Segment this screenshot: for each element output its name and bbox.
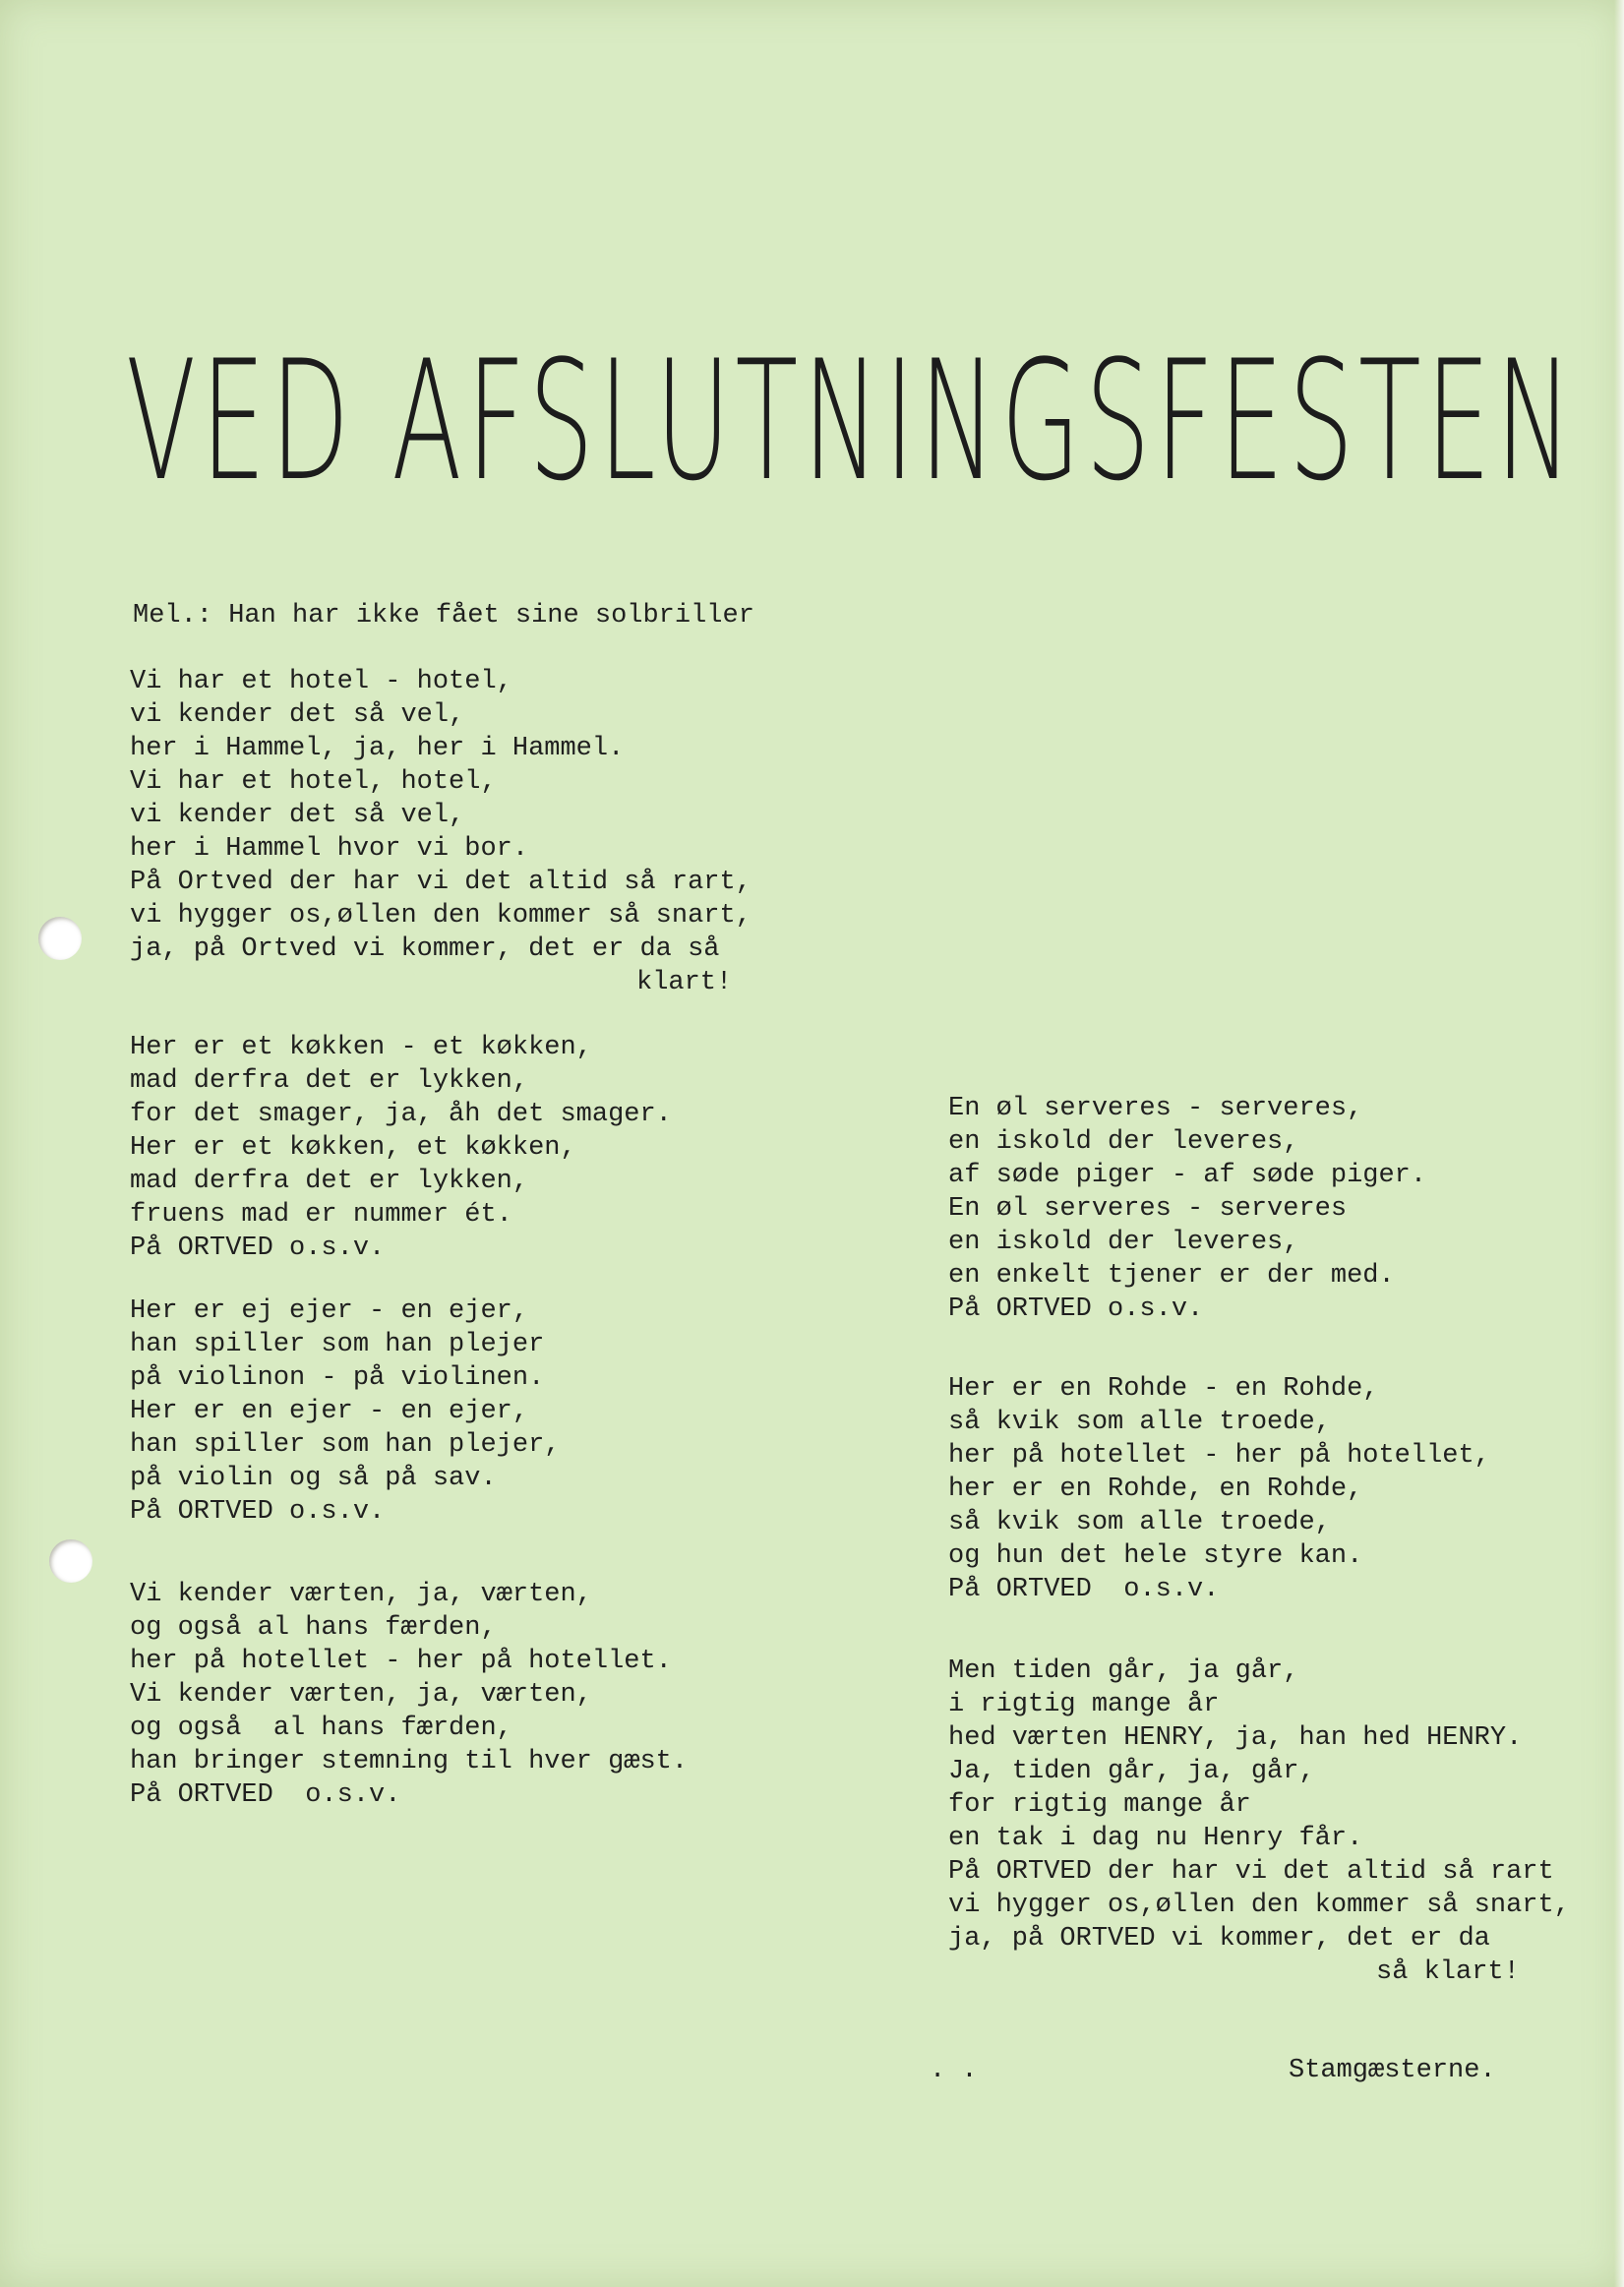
- verse-line: en enkelt tjener er der med.: [948, 1261, 1395, 1291]
- verse-line: På ORTVED o.s.v.: [948, 1575, 1220, 1604]
- melody-line: Mel.: Han har ikke fået sine solbriller: [133, 601, 754, 631]
- verse-line: ja, på Ortved vi kommer, det er da så: [130, 934, 720, 964]
- verse-line: på violinon - på violinen.: [130, 1363, 545, 1393]
- verse-line: så klart!: [1376, 1957, 1520, 1987]
- verse-line: en iskold der leveres,: [948, 1228, 1299, 1257]
- verse-line: og også al hans færden,: [130, 1613, 497, 1643]
- verse-line: for det smager, ja, åh det smager.: [130, 1100, 672, 1129]
- verse-line: han spiller som han plejer: [130, 1330, 545, 1359]
- verse-line: På ORTVED o.s.v.: [130, 1497, 386, 1527]
- verse-line: Men tiden går, ja går,: [948, 1656, 1299, 1686]
- verse-line: Her er et køkken - et køkken,: [130, 1033, 592, 1062]
- stanza-2: [130, 1031, 672, 1265]
- paper-edge: [1614, 0, 1624, 2287]
- punch-hole: [38, 917, 82, 960]
- stanza-7: [948, 1655, 1570, 1989]
- verse-line: klart!: [636, 968, 733, 997]
- verse-line: Her er ej ejer - en ejer,: [130, 1296, 529, 1326]
- verse-line: en tak i dag nu Henry får.: [948, 1824, 1363, 1853]
- verse-line: her er en Rohde, en Rohde,: [948, 1475, 1363, 1504]
- verse-line: han bringer stemning til hver gæst.: [130, 1747, 689, 1776]
- verse-line: På ORTVED o.s.v.: [130, 1234, 386, 1263]
- verse-line: Her er et køkken, et køkken,: [130, 1133, 576, 1163]
- verse-line: her på hotellet - her på hotellet,: [948, 1441, 1490, 1471]
- stanza-6: [948, 1372, 1490, 1606]
- stanza-3: [130, 1294, 560, 1529]
- verse-line: mad derfra det er lykken,: [130, 1066, 529, 1096]
- verse-line: fruens mad er nummer ét.: [130, 1200, 512, 1230]
- verse-line: hed værten HENRY, ja, han hed HENRY.: [948, 1723, 1523, 1753]
- verse-line: her i Hammel hvor vi bor.: [130, 834, 529, 864]
- verse-line: En øl serveres - serveres: [948, 1194, 1348, 1224]
- verse-line: På ORTVED o.s.v.: [130, 1780, 401, 1810]
- verse-line: En øl serveres - serveres,: [948, 1094, 1363, 1123]
- verse-line: i rigtig mange år: [948, 1690, 1220, 1719]
- verse-line: han spiller som han plejer,: [130, 1430, 561, 1460]
- signature: Stamgæsterne.: [1289, 2056, 1496, 2085]
- stanza-5: [948, 1092, 1426, 1326]
- verse-line: for rigtig mange år: [948, 1790, 1251, 1820]
- verse-line: her på hotellet - her på hotellet.: [130, 1647, 672, 1676]
- verse-line: vi kender det så vel,: [130, 801, 465, 830]
- verse-line: og også al hans færden,: [130, 1714, 512, 1743]
- verse-line: af søde piger - af søde piger.: [948, 1161, 1427, 1190]
- verse-line: Her er en Rohde - en Rohde,: [948, 1374, 1379, 1404]
- verse-line: her i Hammel, ja, her i Hammel.: [130, 734, 625, 763]
- verse-line: så kvik som alle troede,: [948, 1508, 1331, 1537]
- verse-line: en iskold der leveres,: [948, 1127, 1299, 1157]
- verse-line: ja, på ORTVED vi kommer, det er da: [948, 1924, 1490, 1954]
- verse-line: vi kender det så vel,: [130, 700, 465, 730]
- verse-line: På ORTVED o.s.v.: [948, 1294, 1204, 1324]
- punch-hole: [49, 1539, 92, 1583]
- verse-line: vi hygger os,øllen den kommer så snart,: [130, 901, 752, 931]
- verse-line: På Ortved der har vi det altid så rart,: [130, 868, 752, 897]
- verse-line: På ORTVED der har vi det altid så rart: [948, 1857, 1554, 1887]
- page-title: VED AFSLUTNINGSFESTEN: [126, 325, 1578, 517]
- verse-line: på violin og så på sav.: [130, 1464, 497, 1493]
- verse-line: Vi kender værten, ja, værten,: [130, 1680, 592, 1710]
- verse-line: Vi har et hotel - hotel,: [130, 667, 512, 696]
- verse-line: Vi kender værten, ja, værten,: [130, 1580, 592, 1609]
- verse-line: så kvik som alle troede,: [948, 1408, 1331, 1437]
- verse-line: Vi har et hotel, hotel,: [130, 767, 497, 797]
- stanza-1: [130, 665, 752, 999]
- stray-dots: . .: [930, 2056, 978, 2085]
- verse-line: Her er en ejer - en ejer,: [130, 1397, 529, 1426]
- verse-line: vi hygger os,øllen den kommer så snart,: [948, 1891, 1570, 1920]
- verse-line: og hun det hele styre kan.: [948, 1541, 1363, 1571]
- stanza-4: [130, 1578, 688, 1812]
- verse-line: Ja, tiden går, ja, går,: [948, 1757, 1315, 1786]
- verse-line: mad derfra det er lykken,: [130, 1167, 529, 1196]
